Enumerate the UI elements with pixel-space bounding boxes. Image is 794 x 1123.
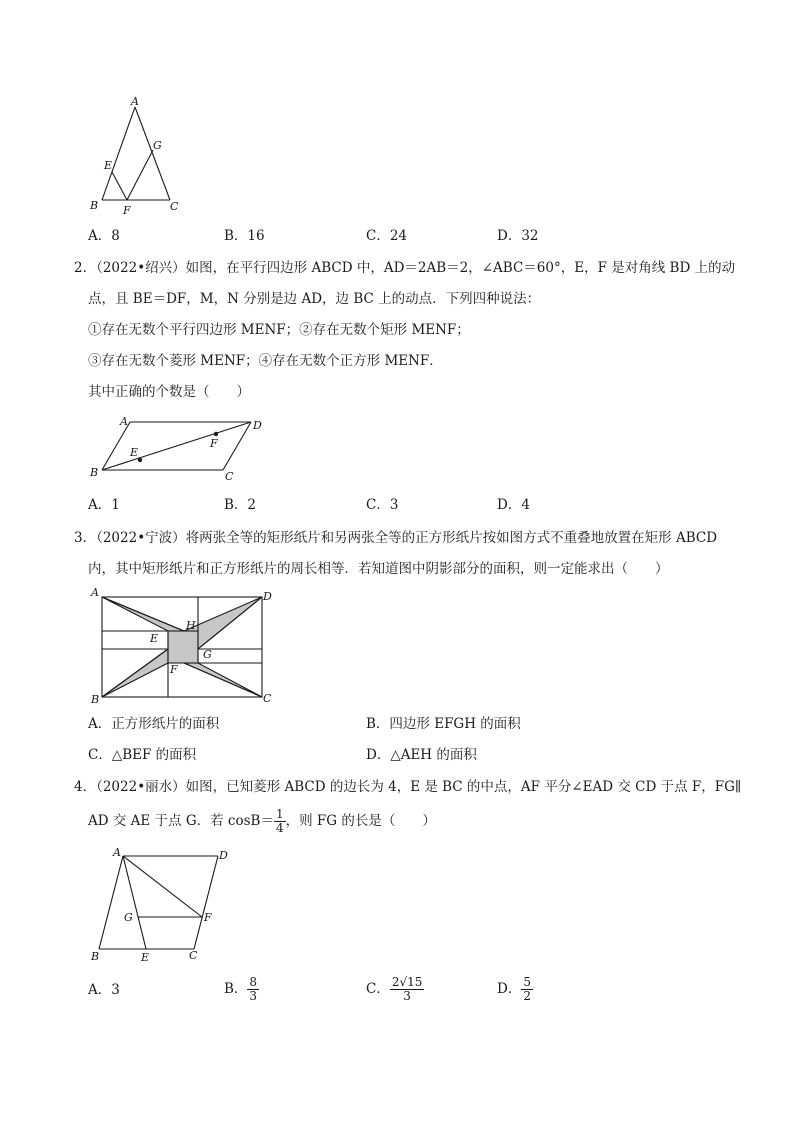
q1-option-d: D．32 [497, 228, 539, 244]
q4-option-c [366, 973, 424, 1005]
q3-label-G: G [203, 648, 212, 661]
q4-option-b-num: 8 [249, 975, 258, 989]
q2-figure [85, 410, 275, 485]
q1-option-a: A．8 [88, 228, 120, 244]
q2-option-d: D．4 [497, 497, 530, 513]
q4-option-d-prefix: D． [497, 981, 522, 997]
q4-stem-line1: 4．（2022•丽水）如图，已知菱形 ABCD 的边长为 4，E 是 BC 的中点，AF 平分∠EAD 交 CD 于点 F，FG∥ [74, 779, 742, 795]
q3-label-H: H [186, 619, 196, 632]
q4-label-C: C [189, 949, 198, 962]
q2-label-B: B [90, 466, 99, 479]
q4-option-d [497, 973, 533, 1005]
q4-option-b-fraction [247, 976, 259, 1003]
q3-option-c: C．△BEF 的面积 [88, 747, 197, 763]
q3-label-B: B [91, 693, 100, 706]
q1-label-A: A [131, 95, 139, 108]
q1-label-E: E [104, 159, 113, 172]
q4-label-D: D [219, 849, 228, 862]
q3-stem-line2: 内，其中矩形纸片和正方形纸片的周长相等．若知道图中阴影部分的面积，则一定能求出（ ） [88, 561, 669, 577]
q4-label-A: A [113, 846, 121, 859]
q4-label-E: E [141, 951, 150, 964]
q3-option-a: A．正方形纸片的面积 [88, 716, 220, 732]
q3-label-F: F [170, 663, 178, 676]
q1-label-F: F [123, 204, 131, 217]
q2-statement-1-2: ①存在无数个平行四边形 MENF；②存在无数个矩形 MENF； [88, 322, 470, 338]
q4-option-b-den: 3 [249, 989, 258, 1003]
q4-option-b-prefix: B． [224, 981, 248, 997]
q4-stem-line2-text: AD 交 AE 于点 G．若 cosB＝ [88, 813, 274, 829]
q4-cos-den: 4 [275, 821, 284, 835]
q2-stem-line1: 2．（2022•绍兴）如图，在平行四边形 ABCD 中，AD＝2AB＝2，∠ABC＝60°，E，F 是对角线 BD 上的动 [74, 260, 736, 276]
q3-figure [88, 585, 278, 707]
q4-option-c-prefix: C． [366, 981, 390, 997]
q1-label-B: B [90, 199, 99, 212]
q3-label-A: A [91, 586, 99, 599]
q1-label-C: C [170, 200, 179, 213]
q4-label-B: B [91, 950, 100, 963]
q4-option-c-num: 2√15 [391, 975, 423, 989]
q4-label-G: G [124, 911, 133, 924]
q4-cos-fraction [274, 808, 286, 835]
q3-label-E: E [150, 632, 159, 645]
q4-figure [85, 842, 245, 967]
q4-stem-line2 [88, 806, 436, 836]
q1-figure [80, 95, 190, 220]
q4-label-F: F [204, 911, 212, 924]
q1-label-G: G [153, 139, 162, 152]
q3-option-b: B．四边形 EFGH 的面积 [366, 716, 521, 732]
q4-option-c-den: 3 [403, 989, 411, 1003]
q2-label-F: F [210, 437, 218, 450]
q4-option-a: A．3 [88, 982, 120, 998]
q2-option-a: A．1 [88, 497, 120, 513]
q4-stem-line2-tail: ，则 FG 的长是（ ） [285, 813, 436, 829]
q4-cos-num: 1 [275, 807, 284, 821]
q2-option-b: B．2 [224, 497, 257, 513]
q3-option-d: D．△AEH 的面积 [366, 747, 477, 763]
q2-label-E: E [130, 446, 139, 459]
q2-label-C: C [225, 470, 234, 483]
q3-label-D: D [263, 590, 272, 603]
q4-option-b [224, 973, 259, 1005]
q1-option-b: B．16 [224, 228, 265, 244]
q4-option-c-fraction [390, 976, 425, 1003]
q4-option-d-den: 2 [523, 989, 531, 1003]
q2-question: 其中正确的个数是（ ） [88, 384, 250, 400]
q1-option-c: C．24 [366, 228, 408, 244]
q4-option-d-num: 5 [523, 975, 531, 989]
q2-label-D: D [253, 419, 262, 432]
q4-option-d-fraction [521, 976, 533, 1003]
q3-label-C: C [263, 692, 272, 705]
q2-label-A: A [120, 415, 128, 428]
q2-option-c: C．3 [366, 497, 399, 513]
q3-stem-line1: 3．（2022•宁波）将两张全等的矩形纸片和另两张全等的正方形纸片按如图方式不重叠地放置在矩形 ABCD [74, 530, 718, 546]
q2-statement-3-4: ③存在无数个菱形 MENF；④存在无数个正方形 MENF． [88, 353, 443, 369]
q2-stem-line2: 点，且 BE＝DF，M，N 分别是边 AD，边 BC 上的动点．下列四种说法： [88, 291, 541, 307]
